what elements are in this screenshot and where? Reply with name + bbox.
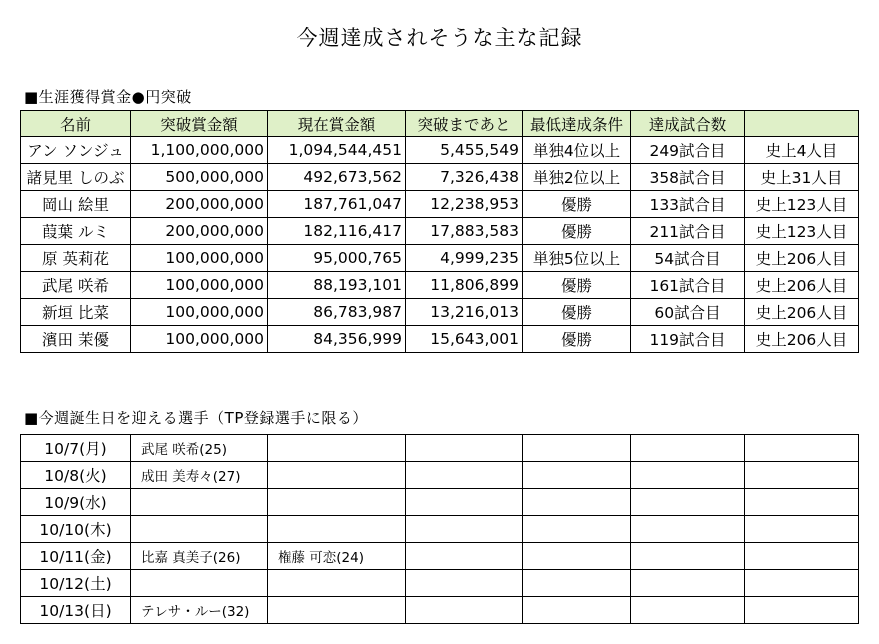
player-name: 葭葉 ルミ xyxy=(21,218,131,245)
prize-milestone-section-label: ■生涯獲得賞金●円突破 xyxy=(24,88,192,106)
current-amount: 88,193,101 xyxy=(268,272,406,299)
player-name: 諸見里 しのぶ xyxy=(21,164,131,191)
target-amount: 100,000,000 xyxy=(131,299,268,326)
player-name: 岡山 絵里 xyxy=(21,191,131,218)
table-row xyxy=(21,543,859,570)
history-rank: 史上206人目 xyxy=(745,299,859,326)
birthday-player xyxy=(406,435,523,462)
birthday-player xyxy=(523,597,631,624)
birthday-player xyxy=(406,489,523,516)
header-target-amount: 突破賞金額 xyxy=(131,111,268,137)
history-rank: 史上4人目 xyxy=(745,137,859,164)
current-amount: 182,116,417 xyxy=(268,218,406,245)
birthday-section-label: ■今週誕生日を迎える選手（TP登録選手に限る） xyxy=(24,409,368,427)
history-rank: 史上31人目 xyxy=(745,164,859,191)
birthday-player xyxy=(406,597,523,624)
birthday-player xyxy=(268,597,406,624)
match-count: 60試合目 xyxy=(631,299,745,326)
player-name: 原 英莉花 xyxy=(21,245,131,272)
birthday-player xyxy=(523,435,631,462)
page-title: 今週達成されそうな主な記録 xyxy=(296,26,583,50)
player-name: アン ソンジュ xyxy=(21,137,131,164)
table-row xyxy=(21,489,859,516)
birthday-player xyxy=(406,462,523,489)
target-amount: 200,000,000 xyxy=(131,191,268,218)
target-amount: 500,000,000 xyxy=(131,164,268,191)
player-name: 新垣 比菜 xyxy=(21,299,131,326)
history-rank: 史上206人目 xyxy=(745,245,859,272)
current-amount: 492,673,562 xyxy=(268,164,406,191)
table-row xyxy=(21,326,859,353)
min-condition: 優勝 xyxy=(523,191,631,218)
table-row xyxy=(21,272,859,299)
birthday-player: 比嘉 真美子(26) xyxy=(131,543,268,570)
header-current-amount: 現在賞金額 xyxy=(268,111,406,137)
match-count: 119試合目 xyxy=(631,326,745,353)
birthday-player xyxy=(631,516,745,543)
min-condition: 優勝 xyxy=(523,272,631,299)
birthday-player xyxy=(745,435,859,462)
header-name: 名前 xyxy=(21,111,131,137)
remaining-amount: 17,883,583 xyxy=(406,218,523,245)
birthday-player xyxy=(523,543,631,570)
birthday-player xyxy=(268,435,406,462)
remaining-amount: 13,216,013 xyxy=(406,299,523,326)
birthday-player xyxy=(268,516,406,543)
birthday-date: 10/8(火) xyxy=(21,462,131,489)
min-condition: 優勝 xyxy=(523,218,631,245)
birthday-player xyxy=(631,489,745,516)
birthday-player xyxy=(131,489,268,516)
match-count: 249試合目 xyxy=(631,137,745,164)
player-name: 武尾 咲希 xyxy=(21,272,131,299)
birthday-date: 10/7(月) xyxy=(21,435,131,462)
birthday-player xyxy=(523,462,631,489)
player-name: 濱田 茉優 xyxy=(21,326,131,353)
target-amount: 100,000,000 xyxy=(131,245,268,272)
birthday-date: 10/12(土) xyxy=(21,570,131,597)
history-rank: 史上123人目 xyxy=(745,218,859,245)
table-row xyxy=(21,218,859,245)
min-condition: 単独2位以上 xyxy=(523,164,631,191)
remaining-amount: 11,806,899 xyxy=(406,272,523,299)
birthday-player xyxy=(406,570,523,597)
birthday-date: 10/11(金) xyxy=(21,543,131,570)
remaining-amount: 5,455,549 xyxy=(406,137,523,164)
birthday-player: 武尾 咲希(25) xyxy=(131,435,268,462)
birthday-player: 権藤 可恋(24) xyxy=(268,543,406,570)
birthday-player xyxy=(268,570,406,597)
header-min-condition: 最低達成条件 xyxy=(523,111,631,137)
min-condition: 優勝 xyxy=(523,299,631,326)
birthday-player xyxy=(406,543,523,570)
birthday-player xyxy=(631,462,745,489)
birthday-player xyxy=(131,516,268,543)
table-row xyxy=(21,435,859,462)
birthday-player xyxy=(631,570,745,597)
birthday-player xyxy=(523,489,631,516)
header-rank xyxy=(745,111,859,137)
remaining-amount: 15,643,001 xyxy=(406,326,523,353)
birthday-player xyxy=(745,516,859,543)
target-amount: 1,100,000,000 xyxy=(131,137,268,164)
table-row xyxy=(21,570,859,597)
prize-milestone-table xyxy=(20,110,859,353)
birthday-date: 10/13(日) xyxy=(21,597,131,624)
birthday-table xyxy=(20,434,859,624)
target-amount: 100,000,000 xyxy=(131,272,268,299)
remaining-amount: 7,326,438 xyxy=(406,164,523,191)
history-rank: 史上123人目 xyxy=(745,191,859,218)
min-condition: 単独5位以上 xyxy=(523,245,631,272)
target-amount: 100,000,000 xyxy=(131,326,268,353)
match-count: 54試合目 xyxy=(631,245,745,272)
table-row xyxy=(21,597,859,624)
match-count: 211試合目 xyxy=(631,218,745,245)
birthday-player: 成田 美寿々(27) xyxy=(131,462,268,489)
birthday-date: 10/9(水) xyxy=(21,489,131,516)
birthday-player xyxy=(523,570,631,597)
birthday-player xyxy=(745,570,859,597)
target-amount: 200,000,000 xyxy=(131,218,268,245)
table-row xyxy=(21,516,859,543)
birthday-player xyxy=(406,516,523,543)
header-remaining: 突破まであと xyxy=(406,111,523,137)
birthday-player xyxy=(631,435,745,462)
birthday-player xyxy=(523,516,631,543)
table-row xyxy=(21,462,859,489)
current-amount: 1,094,544,451 xyxy=(268,137,406,164)
table-row xyxy=(21,245,859,272)
birthday-player xyxy=(268,462,406,489)
birthday-player xyxy=(631,597,745,624)
history-rank: 史上206人目 xyxy=(745,272,859,299)
birthday-player xyxy=(745,462,859,489)
birthday-player xyxy=(631,543,745,570)
birthday-date: 10/10(木) xyxy=(21,516,131,543)
birthday-player xyxy=(745,543,859,570)
current-amount: 84,356,999 xyxy=(268,326,406,353)
table-row xyxy=(21,299,859,326)
birthday-player xyxy=(131,570,268,597)
min-condition: 優勝 xyxy=(523,326,631,353)
remaining-amount: 4,999,235 xyxy=(406,245,523,272)
match-count: 358試合目 xyxy=(631,164,745,191)
birthday-player xyxy=(268,489,406,516)
birthday-player xyxy=(745,597,859,624)
current-amount: 86,783,987 xyxy=(268,299,406,326)
header-match-count: 達成試合数 xyxy=(631,111,745,137)
table-row xyxy=(21,137,859,164)
table-row xyxy=(21,191,859,218)
match-count: 133試合目 xyxy=(631,191,745,218)
birthday-player xyxy=(745,489,859,516)
current-amount: 95,000,765 xyxy=(268,245,406,272)
remaining-amount: 12,238,953 xyxy=(406,191,523,218)
table-row xyxy=(21,164,859,191)
current-amount: 187,761,047 xyxy=(268,191,406,218)
table-header-row xyxy=(21,111,859,137)
match-count: 161試合目 xyxy=(631,272,745,299)
birthday-player: テレサ・ルー(32) xyxy=(131,597,268,624)
history-rank: 史上206人目 xyxy=(745,326,859,353)
min-condition: 単独4位以上 xyxy=(523,137,631,164)
